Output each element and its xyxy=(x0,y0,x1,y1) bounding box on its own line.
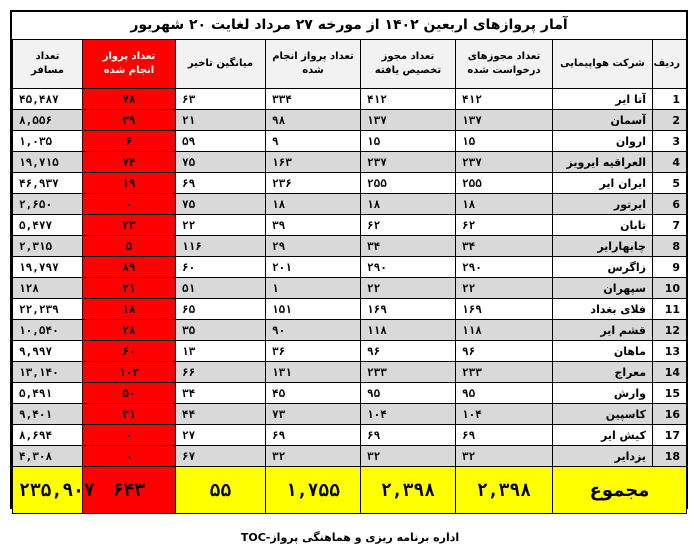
allocated-count: ۲۳۳ xyxy=(361,362,456,383)
avg-delay: ۵۱ xyxy=(176,278,266,299)
flights-done: ۲۳ xyxy=(83,215,176,236)
table-row xyxy=(13,236,687,257)
row-index: 1 xyxy=(653,89,687,110)
passengers-count: ۹,۴۰۱ xyxy=(13,404,83,425)
flights-count: ۱۸ xyxy=(266,194,361,215)
flights-done: ۷۸ xyxy=(83,89,176,110)
passengers-count: ۱۹,۷۱۵ xyxy=(13,152,83,173)
avg-delay: ۳۴ xyxy=(176,383,266,404)
passengers-count: ۲۲,۲۳۹ xyxy=(13,299,83,320)
avg-delay: ۶۶ xyxy=(176,362,266,383)
flights-count: ۳۶ xyxy=(266,341,361,362)
requested-count: ۲۵۵ xyxy=(456,173,553,194)
allocated-count: ۳۴ xyxy=(361,236,456,257)
table-row xyxy=(13,278,687,299)
flights-count: ۳۹ xyxy=(266,215,361,236)
flights-count: ۲۹ xyxy=(266,236,361,257)
allocated-count: ۱۸ xyxy=(361,194,456,215)
airline-name: چابهارایر xyxy=(553,236,653,257)
totals-delay: ۵۵ xyxy=(176,467,266,514)
flights-count: ۱۳۱ xyxy=(266,362,361,383)
flights-count: ۱۵۱ xyxy=(266,299,361,320)
flights-count: ۱ xyxy=(266,278,361,299)
airline-name: قشم ایر xyxy=(553,320,653,341)
page-title: آمار پروازهای اربعین ۱۴۰۲ از مورخه ۲۷ مرداد لغایت ۲۰ شهریور xyxy=(12,12,686,40)
table-row xyxy=(13,173,687,194)
header-flights: تعداد پرواز انجام شده xyxy=(266,40,361,89)
avg-delay: ۱۱۶ xyxy=(176,236,266,257)
airline-name: کیش ایر xyxy=(553,425,653,446)
totals-requested: ۲,۳۹۸ xyxy=(456,467,553,514)
row-index: 12 xyxy=(653,320,687,341)
flights-count: ۹۰ xyxy=(266,320,361,341)
table-body xyxy=(13,89,687,467)
flights-done: ۱۹ xyxy=(83,173,176,194)
totals-done: ۶۴۳ xyxy=(83,467,176,514)
airline-name: یزدایر xyxy=(553,446,653,467)
requested-count: ۳۲ xyxy=(456,446,553,467)
requested-count: ۱۰۴ xyxy=(456,404,553,425)
allocated-count: ۶۲ xyxy=(361,215,456,236)
flights-count: ۳۳۴ xyxy=(266,89,361,110)
allocated-count: ۲۳۷ xyxy=(361,152,456,173)
requested-count: ۲۲ xyxy=(456,278,553,299)
airline-name: زاگرس xyxy=(553,257,653,278)
row-index: 6 xyxy=(653,194,687,215)
avg-delay: ۳۵ xyxy=(176,320,266,341)
allocated-count: ۹۶ xyxy=(361,341,456,362)
requested-count: ۱۱۸ xyxy=(456,320,553,341)
allocated-count: ۶۹ xyxy=(361,425,456,446)
requested-count: ۱۳۷ xyxy=(456,110,553,131)
table-row xyxy=(13,425,687,446)
flights-done: ۸۹ xyxy=(83,257,176,278)
table-row xyxy=(13,257,687,278)
header-delay: میانگین تاخیر xyxy=(176,40,266,89)
header-requested: تعداد مجوزهای درخواست شده xyxy=(456,40,553,89)
avg-delay: ۲۱ xyxy=(176,110,266,131)
flights-count: ۲۰۱ xyxy=(266,257,361,278)
airline-name: العراقیه ایرویز xyxy=(553,152,653,173)
requested-count: ۲۳۳ xyxy=(456,362,553,383)
avg-delay: ۶۹ xyxy=(176,173,266,194)
row-index: 18 xyxy=(653,446,687,467)
allocated-count: ۴۱۲ xyxy=(361,89,456,110)
row-index: 17 xyxy=(653,425,687,446)
flights-done: ۲۸ xyxy=(83,320,176,341)
row-index: 5 xyxy=(653,173,687,194)
table-row xyxy=(13,152,687,173)
table-row xyxy=(13,320,687,341)
flights-done: ۰ xyxy=(83,446,176,467)
flights-count: ۲۳۶ xyxy=(266,173,361,194)
passengers-count: ۱۹,۷۹۷ xyxy=(13,257,83,278)
totals-allocated: ۲,۳۹۸ xyxy=(361,467,456,514)
passengers-count: ۸,۵۵۶ xyxy=(13,110,83,131)
allocated-count: ۱۱۸ xyxy=(361,320,456,341)
flights-count: ۹۸ xyxy=(266,110,361,131)
flights-done: ۳۱ xyxy=(83,404,176,425)
avg-delay: ۱۳ xyxy=(176,341,266,362)
row-index: 2 xyxy=(653,110,687,131)
airline-name: ایرتور xyxy=(553,194,653,215)
row-index: 7 xyxy=(653,215,687,236)
avg-delay: ۶۵ xyxy=(176,299,266,320)
avg-delay: ۲۷ xyxy=(176,425,266,446)
airline-name: وارش xyxy=(553,383,653,404)
row-index: 9 xyxy=(653,257,687,278)
allocated-count: ۱۶۹ xyxy=(361,299,456,320)
flights-done: ۵۰ xyxy=(83,383,176,404)
row-index: 16 xyxy=(653,404,687,425)
requested-count: ۹۵ xyxy=(456,383,553,404)
totals-passengers: ۲۳۵,۹۰۷ xyxy=(13,467,83,514)
flights-count: ۷۳ xyxy=(266,404,361,425)
requested-count: ۱۵ xyxy=(456,131,553,152)
requested-count: ۳۴ xyxy=(456,236,553,257)
flights-count: ۶۹ xyxy=(266,425,361,446)
avg-delay: ۷۵ xyxy=(176,152,266,173)
table-row xyxy=(13,341,687,362)
allocated-count: ۳۲ xyxy=(361,446,456,467)
allocated-count: ۹۵ xyxy=(361,383,456,404)
flights-done: ۰ xyxy=(83,425,176,446)
airline-name: اروان xyxy=(553,131,653,152)
table-row xyxy=(13,299,687,320)
flights-table xyxy=(12,39,687,514)
passengers-count: ۱۲۸ xyxy=(13,278,83,299)
row-index: 3 xyxy=(653,131,687,152)
airline-name: کاسپین xyxy=(553,404,653,425)
flights-done: ۵ xyxy=(83,236,176,257)
row-index: 10 xyxy=(653,278,687,299)
row-index: 11 xyxy=(653,299,687,320)
airline-name: ماهان xyxy=(553,341,653,362)
allocated-count: ۲۹۰ xyxy=(361,257,456,278)
flights-done: ۱۰۲ xyxy=(83,362,176,383)
passengers-count: ۴۶,۹۳۷ xyxy=(13,173,83,194)
flights-count: ۱۶۳ xyxy=(266,152,361,173)
flights-count: ۳۲ xyxy=(266,446,361,467)
table-row xyxy=(13,404,687,425)
avg-delay: ۲۲ xyxy=(176,215,266,236)
airline-name: فلای بغداد xyxy=(553,299,653,320)
requested-count: ۱۶۹ xyxy=(456,299,553,320)
totals-flights: ۱,۷۵۵ xyxy=(266,467,361,514)
table-row xyxy=(13,383,687,404)
row-index: 8 xyxy=(653,236,687,257)
passengers-count: ۵,۴۷۷ xyxy=(13,215,83,236)
airline-name: معراج xyxy=(553,362,653,383)
stats-document xyxy=(10,10,688,509)
avg-delay: ۵۹ xyxy=(176,131,266,152)
passengers-count: ۲,۶۵۰ xyxy=(13,194,83,215)
table-row xyxy=(13,215,687,236)
header-allocated: تعداد مجوز تخصیص یافته xyxy=(361,40,456,89)
passengers-count: ۱۳,۱۴۰ xyxy=(13,362,83,383)
passengers-count: ۱۰,۵۴۰ xyxy=(13,320,83,341)
airline-name: سپهران xyxy=(553,278,653,299)
table-row xyxy=(13,362,687,383)
airline-name: آسمان xyxy=(553,110,653,131)
avg-delay: ۷۵ xyxy=(176,194,266,215)
table-row xyxy=(13,110,687,131)
passengers-count: ۱,۰۳۵ xyxy=(13,131,83,152)
allocated-count: ۲۵۵ xyxy=(361,173,456,194)
flights-done: ۲۱ xyxy=(83,278,176,299)
allocated-count: ۱۳۷ xyxy=(361,110,456,131)
avg-delay: ۴۴ xyxy=(176,404,266,425)
header-flights-done: تعداد پرواز انجام شده xyxy=(83,40,176,89)
header-airline: شرکت هواپیمایی xyxy=(553,40,653,89)
passengers-count: ۵,۴۹۱ xyxy=(13,383,83,404)
passengers-count: ۲,۳۱۵ xyxy=(13,236,83,257)
totals-label: مجموع xyxy=(553,467,687,514)
requested-count: ۶۲ xyxy=(456,215,553,236)
flights-count: ۴۵ xyxy=(266,383,361,404)
airline-name: آتا ایر xyxy=(553,89,653,110)
requested-count: ۶۹ xyxy=(456,425,553,446)
header-passengers: تعداد مسافر xyxy=(13,40,83,89)
allocated-count: ۱۵ xyxy=(361,131,456,152)
avg-delay: ۶۰ xyxy=(176,257,266,278)
passengers-count: ۹,۹۹۷ xyxy=(13,341,83,362)
avg-delay: ۶۳ xyxy=(176,89,266,110)
passengers-count: ۴,۳۰۸ xyxy=(13,446,83,467)
row-index: 14 xyxy=(653,362,687,383)
flights-done: ۳۹ xyxy=(83,110,176,131)
requested-count: ۴۱۲ xyxy=(456,89,553,110)
avg-delay: ۶۷ xyxy=(176,446,266,467)
table-row xyxy=(13,89,687,110)
row-index: 4 xyxy=(653,152,687,173)
passengers-count: ۴۵,۴۸۷ xyxy=(13,89,83,110)
header-index: ردیف xyxy=(653,40,687,89)
allocated-count: ۱۰۴ xyxy=(361,404,456,425)
header-row xyxy=(13,40,687,89)
requested-count: ۲۳۷ xyxy=(456,152,553,173)
requested-count: ۲۹۰ xyxy=(456,257,553,278)
table-row xyxy=(13,446,687,467)
flights-done: ۰ xyxy=(83,194,176,215)
row-index: 13 xyxy=(653,341,687,362)
requested-count: ۹۶ xyxy=(456,341,553,362)
allocated-count: ۲۲ xyxy=(361,278,456,299)
row-index: 15 xyxy=(653,383,687,404)
flights-done: ۶۰ xyxy=(83,341,176,362)
flights-count: ۹ xyxy=(266,131,361,152)
totals-row xyxy=(13,467,687,514)
table-row xyxy=(13,131,687,152)
flights-done: ۷۴ xyxy=(83,152,176,173)
flights-done: ۱۸ xyxy=(83,299,176,320)
airline-name: تابان xyxy=(553,215,653,236)
requested-count: ۱۸ xyxy=(456,194,553,215)
passengers-count: ۸,۶۹۴ xyxy=(13,425,83,446)
airline-name: ایران ایر xyxy=(553,173,653,194)
table-row xyxy=(13,194,687,215)
footer-note: اداره برنامه ریزی و هماهنگی پرواز-TOC xyxy=(240,531,460,544)
flights-done: ۶ xyxy=(83,131,176,152)
